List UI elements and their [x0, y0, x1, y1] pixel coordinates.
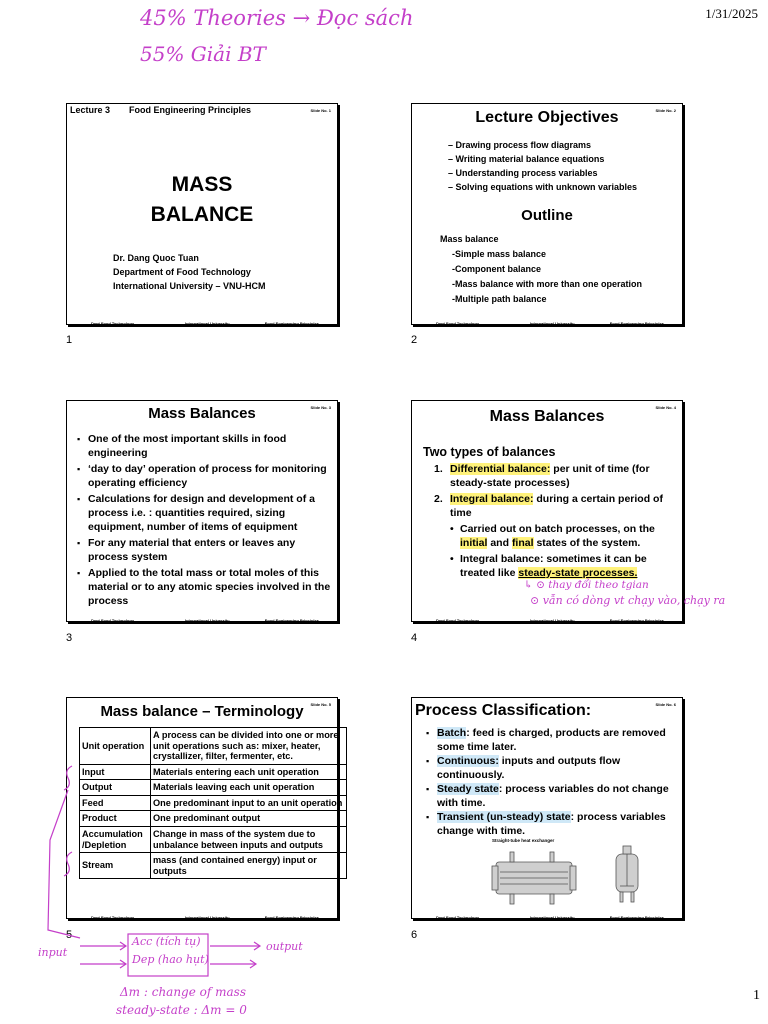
page-number: 1: [753, 988, 760, 1003]
handwritten-note-1: 45% Theories → Đọc sách: [140, 6, 414, 30]
objectives-list: – Drawing process flow diagrams – Writing material balance equations – Understanding process variables – Solving equations with unknown variables: [448, 140, 638, 192]
slide-title: Lecture Objectives: [475, 109, 619, 126]
classification-list: [426, 727, 678, 838]
slide-index-1: 1: [66, 334, 73, 346]
bullet-list: [77, 432, 332, 608]
slide-5: Slide No. 5 Mass balance – Terminology Unit operation A process can be divided into one or more unit operations such as: mixer, heater, crystallizer, filter, fermenter, etc. Input Materials entering each unit operation Output Materials leaving each unit operation Feed One predominant input to an unit operation Product One predominant output Accumulation /Depletion Change in mass of the system due to unbalance between inputs and outputs Stream mass (and contained energy) input or outputs Dept Food Technology International University Food Engineering Principles: [66, 697, 338, 919]
table-row: Output Materials leaving each unit operation: [80, 780, 347, 796]
handwritten-dep: Dep (hao hụt): [132, 953, 209, 966]
author-block: [113, 251, 266, 293]
slide-2: Slide No. 2 Lecture Objectives – Drawing process flow diagrams – Writing material balance equations – Understanding process variables – Solving equations with unknown variables Outline Mass balance -Simple mass balance -Component balance -Mass balance with more than one operation -Multiple path balance Dept Food Technology International University Food Engineering Principles: [411, 103, 683, 325]
list-item: ▪ For any material that enters or leaves any process system: [77, 536, 332, 564]
slide-number-label: Slide No. 3: [310, 405, 331, 410]
slide-3: Slide No. 3 Mass Balances ▪ One of the most important skills in food engineering ▪ ‘day to day’ operation of process for monitoring operating efficiency ▪ Calculations for design and development of a process i.e. : quantities required, sizing equipment, number of items of equipment ▪ For any material that enters or leaves any process system ▪ Applied to the total mass or total moles of this material or to any atomic species involved in the process Dept Food Technology International University Food Engineering Principles: [66, 400, 338, 622]
balance-types: [434, 462, 680, 580]
slide-index-5: 5: [66, 929, 73, 941]
list-item: ▪ Steady state: process variables do not change with time.: [426, 783, 678, 810]
slide-index-6: 6: [411, 929, 418, 941]
list-item: • Integral balance: sometimes it can be treated like steady-state processes.: [450, 553, 647, 579]
slide-title: Process Classification:: [415, 702, 592, 719]
handwritten-acc: Acc (tích tụ): [132, 935, 201, 948]
list-item: 2. Integral balance: during a certain period of time: [434, 493, 663, 519]
slide-number-label: Slide No. 1: [310, 108, 331, 113]
handwritten-steady-state: steady-state : Δm = 0: [116, 1003, 247, 1017]
handwritten-note-2: 55% Giải BT: [140, 42, 266, 66]
slide-index-4: 4: [411, 632, 418, 644]
table-row: Accumulation /Depletion Change in mass of the system due to unbalance between inputs and outputs: [80, 827, 347, 853]
slide-number-label: Slide No. 6: [655, 702, 676, 707]
slide-number-label: Slide No. 4: [655, 405, 676, 410]
slide-number-label: Slide No. 5: [310, 702, 331, 707]
list-item: ▪ Batch: feed is charged, products are removed some time later.: [426, 727, 678, 754]
slide-number-label: Slide No. 2: [655, 108, 676, 113]
list-item: ▪ Applied to the total mass or total moles of this material or to any atomic species involved in the process: [77, 566, 332, 608]
slide-title: Mass Balances: [148, 405, 256, 422]
slide-index-3: 3: [66, 632, 73, 644]
table-row: Product One predominant output: [80, 811, 347, 827]
handwritten-note-4a: ↳ ⊙ thay đổi theo tgian: [524, 579, 649, 591]
lecture-label: Lecture 3: [70, 105, 111, 115]
list-item: ▪ One of the most important skills in food engineering: [77, 432, 332, 460]
handwritten-input: input: [38, 946, 68, 959]
list-item: 1. Differential balance: per unit of time (for steady-state processes): [434, 463, 650, 489]
list-item: ▪ Calculations for design and development of a process i.e. : quantities required, sizing equipment, number of items of equipment: [77, 492, 332, 534]
list-item: • Carried out on batch processes, on the initial and final states of the system.: [450, 523, 655, 549]
list-item: ▪ Transient (un-steady) state: process variables change with time.: [426, 811, 678, 838]
handwritten-delta-m: Δm : change of mass: [120, 985, 246, 999]
slide-4: Slide No. 4 Mass Balances Two types of balances 1. Differential balance: per unit of time (for steady-state processes) 2. Integral balance: during a certain period of time • Carried out on batch processes, on the initial and final states of the system. • Integral balance: sometimes it can be treated like steady-state processes. Dept Food Technology International University Food Engineering Principles: [411, 400, 683, 622]
equipment-figure: [490, 842, 680, 912]
list-item: ▪ ‘day to day’ operation of process for monitoring operating efficiency: [77, 462, 332, 490]
outline-list: Mass balance -Simple mass balance -Component balance -Mass balance with more than one operation -Multiple path balance: [440, 234, 643, 304]
handwritten-output: output: [266, 940, 303, 953]
table-row: Feed One predominant input to an unit operation: [80, 795, 347, 811]
slide-index-2: 2: [411, 334, 418, 346]
page-date: 1/31/2025: [705, 6, 758, 21]
handwritten-note-4b: ⊙ vẫn có dòng vt chạy vào, chạy ra: [530, 594, 726, 607]
list-item: ▪ Continuous: inputs and outputs flow continuously.: [426, 755, 678, 782]
table-row: Input Materials entering each unit operation: [80, 764, 347, 780]
slide-title: Mass balance – Terminology: [100, 703, 304, 720]
subtitle: Two types of balances: [423, 445, 556, 459]
outline-title: Outline: [521, 207, 573, 224]
author-university: International University – VNU-HCM: [113, 281, 266, 291]
table-row: Stream mass (and contained energy) input or outputs: [80, 853, 347, 879]
table-row: Unit operation A process can be divided into one or more unit operations such as: mixer, heater, crystallizer, filter, fermenter, etc.: [80, 728, 347, 765]
slide-1: Slide No. 1 Lecture 3 Food Engineering Principles MASS BALANCE Dr. Dang Quoc Tuan Department of Food Technology International University – VNU-HCM Dept Food Technology International University Food Engineering Principles: [66, 103, 338, 325]
author-department: Department of Food Technology: [113, 267, 251, 277]
slide-title: MASS BALANCE: [150, 173, 254, 226]
course-label: Food Engineering Principles: [129, 105, 252, 115]
slide-6: Slide No. 6 Process Classification: ▪ Batch: feed is charged, products are removed some time later. ▪ Continuous: inputs and outputs flow continuously. ▪ Steady state: process variables do not change with time. ▪ Transient (un-steady) state: process variables change with time. Straight-tube heat exchanger Dept Food Technology International University Food Engineering Principles: [411, 697, 683, 919]
author-name: Dr. Dang Quoc Tuan: [113, 253, 199, 263]
figure-caption: Straight-tube heat exchanger: [492, 838, 555, 843]
slide-title: Mass Balances: [489, 408, 605, 425]
